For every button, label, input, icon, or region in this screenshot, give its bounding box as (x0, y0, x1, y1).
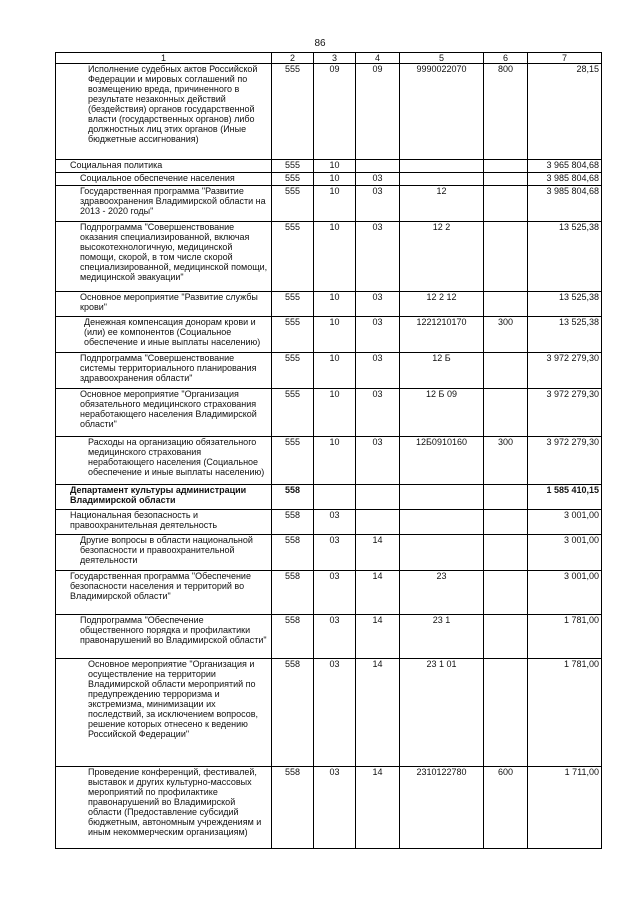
cell-target-article: 12 2 (400, 222, 484, 292)
table-row (56, 510, 602, 535)
cell-ministry-code: 558 (272, 510, 314, 535)
cell-subsection: 14 (356, 615, 400, 659)
cell-ministry-code: 555 (272, 317, 314, 353)
cell-expense-type (484, 389, 528, 437)
cell-target-article: 1221210170 (400, 317, 484, 353)
cell-subsection: 03 (356, 437, 400, 485)
cell-section: 10 (314, 186, 356, 222)
cell-section: 03 (314, 767, 356, 849)
cell-section: 10 (314, 160, 356, 173)
cell-expense-type (484, 160, 528, 173)
cell-target-article (400, 173, 484, 186)
cell-section: 09 (314, 64, 356, 160)
cell-section: 03 (314, 510, 356, 535)
cell-expense-type (484, 510, 528, 535)
cell-subsection: 14 (356, 767, 400, 849)
cell-subsection: 03 (356, 389, 400, 437)
cell-target-article (400, 485, 484, 510)
row-description: Государственная программа "Обеспечение безопасности населения и территорий во Владимирской области" (56, 571, 272, 615)
cell-subsection: 03 (356, 317, 400, 353)
cell-subsection (356, 160, 400, 173)
cell-ministry-code: 555 (272, 173, 314, 186)
cell-amount: 1 781,00 (528, 659, 602, 767)
table-row (56, 353, 602, 389)
cell-target-article: 23 1 (400, 615, 484, 659)
cell-ministry-code: 558 (272, 571, 314, 615)
cell-section: 10 (314, 173, 356, 186)
table-row (56, 659, 602, 767)
cell-expense-type: 800 (484, 64, 528, 160)
cell-expense-type (484, 353, 528, 389)
cell-section: 10 (314, 292, 356, 317)
cell-subsection: 03 (356, 173, 400, 186)
column-header: 4 (356, 53, 400, 64)
table-row (56, 485, 602, 510)
cell-ministry-code: 555 (272, 389, 314, 437)
cell-subsection: 14 (356, 659, 400, 767)
cell-amount: 3 985 804,68 (528, 173, 602, 186)
cell-section: 03 (314, 535, 356, 571)
cell-target-article (400, 160, 484, 173)
table-row (56, 160, 602, 173)
cell-subsection (356, 510, 400, 535)
cell-expense-type (484, 571, 528, 615)
row-description: Подпрограмма "Совершенствование оказания специализированной, включая высокотехнологичную, медицинской помощи, скорой, в том числе скорой специализированной, медицинской помощи, медицинской эвакуации" (56, 222, 272, 292)
cell-target-article: 12 (400, 186, 484, 222)
cell-ministry-code: 555 (272, 160, 314, 173)
table-row (56, 64, 602, 160)
cell-subsection: 14 (356, 571, 400, 615)
cell-ministry-code: 558 (272, 535, 314, 571)
cell-target-article (400, 535, 484, 571)
table-row (56, 437, 602, 485)
cell-amount: 3 972 279,30 (528, 389, 602, 437)
column-header: 5 (400, 53, 484, 64)
row-description: Государственная программа "Развитие здравоохранения Владимирской области на 2013 - 2020 годы" (56, 186, 272, 222)
cell-section: 03 (314, 659, 356, 767)
cell-section: 10 (314, 317, 356, 353)
row-description: Основное мероприятие "Организация и осуществление на территории Владимирской области мероприятий по предупреждению терроризма и экстремизма, минимизации их последствий, за исключением вопросов, решение которых отнесено к ведению Российской Федерации" (56, 659, 272, 767)
row-description: Исполнение судебных актов Российской Федерации и мировых соглашений по возмещению вреда, причиненного в результате незаконных действий (бездействия) органов государственной власти (государственных органов) либо должностных лиц этих органов (Иные бюджетные ассигнования) (56, 64, 272, 160)
table-row (56, 317, 602, 353)
table-row (56, 389, 602, 437)
row-description: Подпрограмма "Совершенствование системы территориального планирования здравоохранения области" (56, 353, 272, 389)
cell-amount: 1 711,00 (528, 767, 602, 849)
cell-expense-type (484, 485, 528, 510)
cell-expense-type (484, 535, 528, 571)
cell-amount: 28,15 (528, 64, 602, 160)
cell-section: 10 (314, 222, 356, 292)
row-description: Департамент культуры администрации Владимирской области (56, 485, 272, 510)
table-row (56, 767, 602, 849)
cell-section (314, 485, 356, 510)
cell-subsection (356, 485, 400, 510)
cell-section: 10 (314, 353, 356, 389)
cell-target-article: 12 2 12 (400, 292, 484, 317)
column-header: 3 (314, 53, 356, 64)
row-description: Социальная политика (56, 160, 272, 173)
cell-ministry-code: 558 (272, 485, 314, 510)
cell-subsection: 14 (356, 535, 400, 571)
cell-ministry-code: 558 (272, 615, 314, 659)
cell-ministry-code: 555 (272, 353, 314, 389)
cell-amount: 3 985 804,68 (528, 186, 602, 222)
row-description: Расходы на организацию обязательного медицинского страхования неработающего населения (Социальное обеспечение и иные выплаты населению) (56, 437, 272, 485)
cell-section: 10 (314, 389, 356, 437)
table-row (56, 571, 602, 615)
row-description: Социальное обеспечение населения (56, 173, 272, 186)
cell-amount: 1 781,00 (528, 615, 602, 659)
row-description: Подпрограмма "Обеспечение общественного порядка и профилактики правонарушений во Владимирской области" (56, 615, 272, 659)
cell-ministry-code: 555 (272, 222, 314, 292)
cell-target-article (400, 510, 484, 535)
cell-expense-type (484, 222, 528, 292)
table-row (56, 535, 602, 571)
column-header: 7 (528, 53, 602, 64)
cell-ministry-code: 555 (272, 64, 314, 160)
cell-subsection: 09 (356, 64, 400, 160)
cell-amount: 3 972 279,30 (528, 437, 602, 485)
cell-amount: 13 525,38 (528, 317, 602, 353)
row-description: Денежная компенсация донорам крови и (или) ее компонентов (Социальное обеспечение и иные выплаты населению) (56, 317, 272, 353)
cell-subsection: 03 (356, 292, 400, 317)
cell-expense-type: 600 (484, 767, 528, 849)
cell-target-article: 12Б0910160 (400, 437, 484, 485)
cell-expense-type (484, 659, 528, 767)
cell-ministry-code: 558 (272, 659, 314, 767)
column-header: 2 (272, 53, 314, 64)
row-description: Проведение конференций, фестивалей, выставок и других культурно-массовых мероприятий по профилактике правонарушений во Владимирской области (Предоставление субсидий бюджетным, автономным учреждениям и иным некоммерческим организациям) (56, 767, 272, 849)
cell-amount: 3 972 279,30 (528, 353, 602, 389)
cell-subsection: 03 (356, 353, 400, 389)
cell-expense-type (484, 186, 528, 222)
cell-target-article: 23 1 01 (400, 659, 484, 767)
cell-amount: 3 965 804,68 (528, 160, 602, 173)
row-description: Основное мероприятие "Организация обязательного медицинского страхования неработающего населения Владимирской области" (56, 389, 272, 437)
row-description: Национальная безопасность и правоохранительная деятельность (56, 510, 272, 535)
cell-section: 10 (314, 437, 356, 485)
row-description: Другие вопросы в области национальной безопасности и правоохранительной деятельности (56, 535, 272, 571)
row-description: Основное мероприятие "Развитие службы крови" (56, 292, 272, 317)
column-header-row (56, 53, 602, 64)
cell-expense-type: 300 (484, 317, 528, 353)
cell-ministry-code: 558 (272, 767, 314, 849)
cell-target-article: 12 Б 09 (400, 389, 484, 437)
table-row (56, 615, 602, 659)
cell-section: 03 (314, 571, 356, 615)
cell-target-article: 23 (400, 571, 484, 615)
cell-amount: 3 001,00 (528, 510, 602, 535)
table-row (56, 292, 602, 317)
cell-ministry-code: 555 (272, 292, 314, 317)
cell-amount: 3 001,00 (528, 535, 602, 571)
cell-target-article: 9990022070 (400, 64, 484, 160)
column-header: 1 (56, 53, 272, 64)
cell-subsection: 03 (356, 186, 400, 222)
cell-target-article: 12 Б (400, 353, 484, 389)
cell-ministry-code: 555 (272, 437, 314, 485)
table-row (56, 222, 602, 292)
cell-amount: 13 525,38 (528, 222, 602, 292)
table-row (56, 173, 602, 186)
column-header: 6 (484, 53, 528, 64)
cell-ministry-code: 555 (272, 186, 314, 222)
cell-expense-type (484, 173, 528, 186)
table-row (56, 186, 602, 222)
cell-amount: 13 525,38 (528, 292, 602, 317)
cell-section: 03 (314, 615, 356, 659)
cell-expense-type (484, 615, 528, 659)
cell-amount: 1 585 410,15 (528, 485, 602, 510)
cell-expense-type: 300 (484, 437, 528, 485)
cell-target-article: 2310122780 (400, 767, 484, 849)
cell-expense-type (484, 292, 528, 317)
cell-amount: 3 001,00 (528, 571, 602, 615)
cell-subsection: 03 (356, 222, 400, 292)
page-number: 86 (314, 38, 326, 49)
budget-table (55, 52, 602, 849)
